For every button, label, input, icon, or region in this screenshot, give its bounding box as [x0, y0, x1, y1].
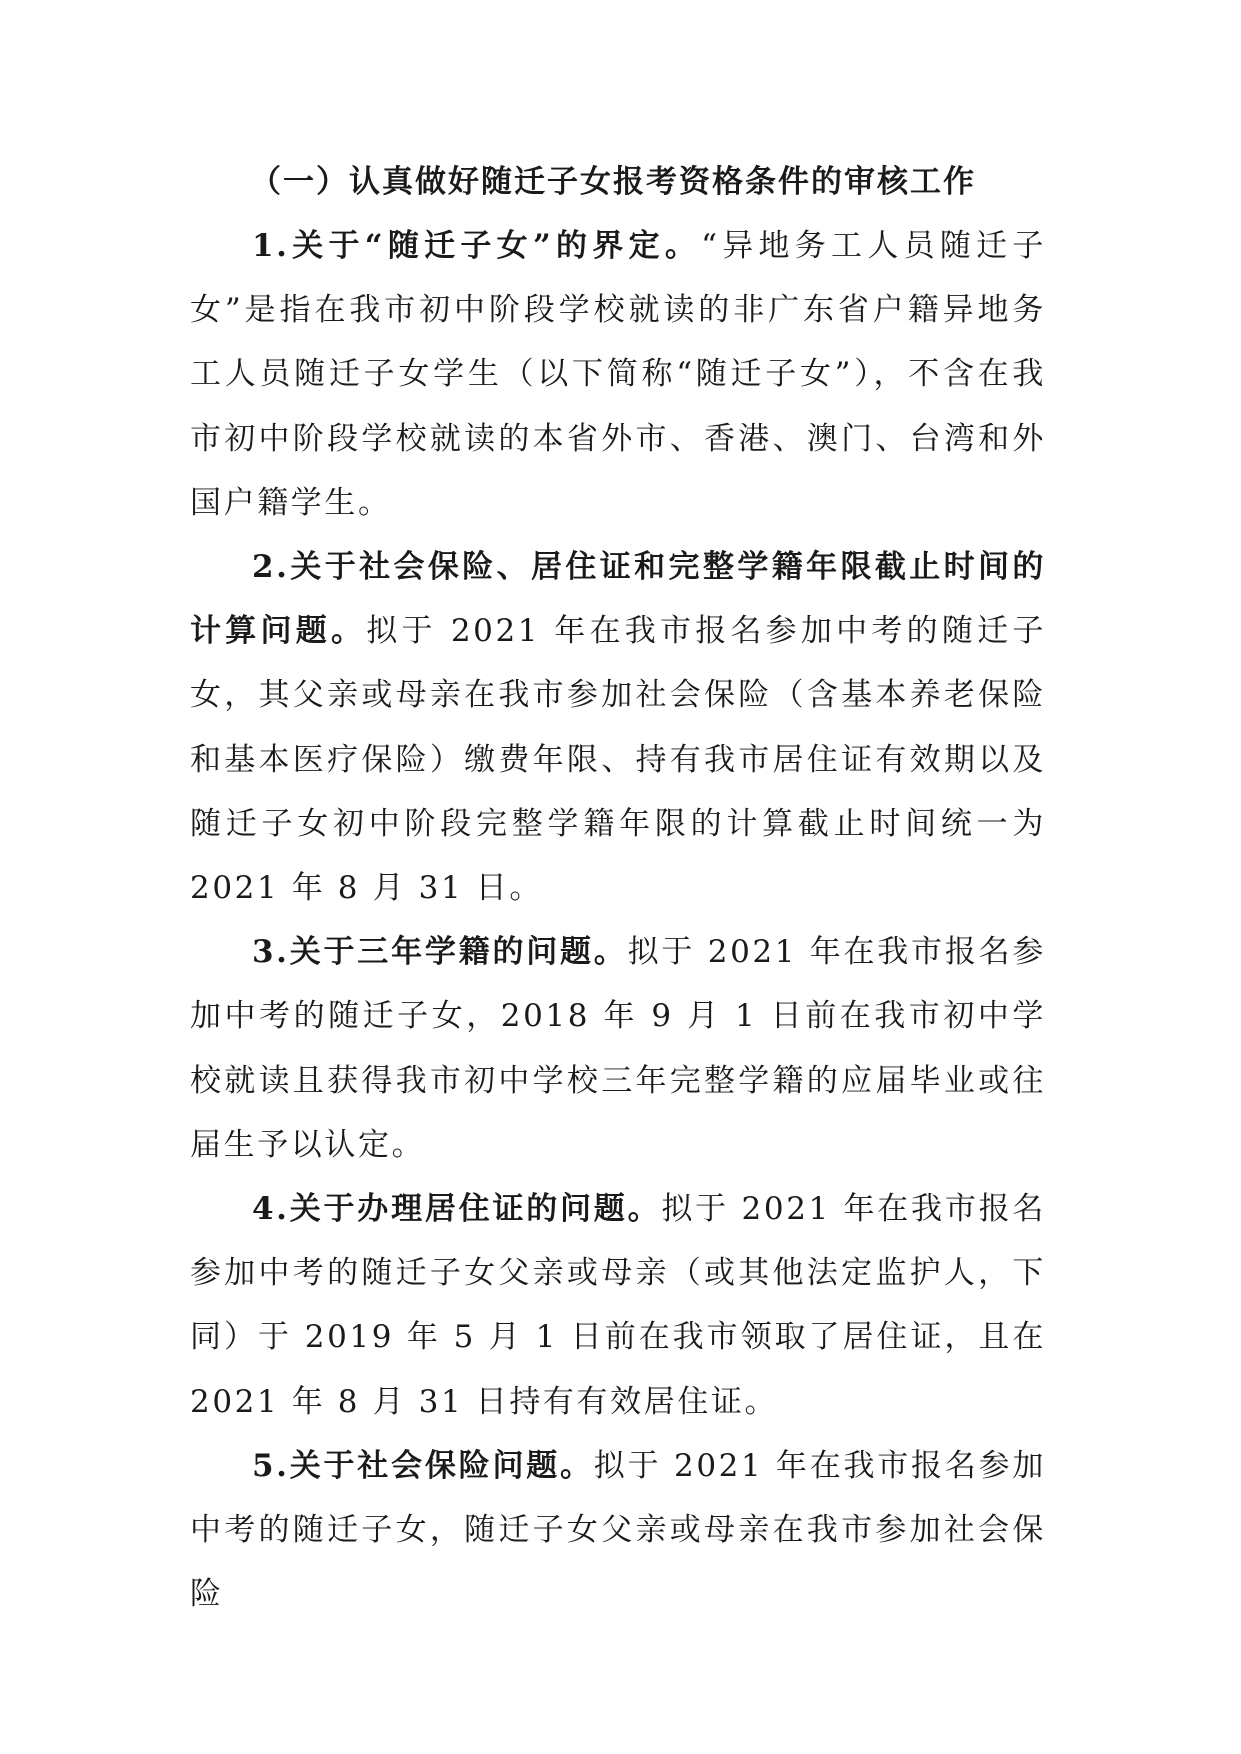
paragraph-body: 拟于 2021 年在我市报名参加中考的随迁子女父亲或母亲（或其他法定监护人，下同）于 2019 年 5 月 1 日前在我市领取了居住证，且在 2021 年 8 月 31 日持有有效居住证。 [190, 1191, 1046, 1420]
paragraph-2 [190, 535, 1046, 920]
paragraph-body: 拟于 2021 年在我市报名参加中考的随迁子女，随迁子女父亲或母亲在我市参加社会保险 [190, 1447, 1047, 1613]
paragraph-lead: 2.关于社会保险、居住证和完整学籍年限截止时间的计算问题。 [190, 549, 1046, 650]
paragraph-body: 拟于 2021 年在我市报名参加中考的随迁子女，其父亲或母亲在我市参加社会保险（含基本养老保险和基本医疗保险）缴费年限、持有我市居住证有效期以及随迁子女初中阶段完整学籍年限的计算截止时间统一为 2021 年 8 月 31 日。 [190, 613, 1046, 907]
paragraph-3 [190, 920, 1046, 1177]
paragraph-1 [190, 214, 1046, 535]
paragraph-lead: 4.关于办理居住证的问题。 [252, 1191, 662, 1228]
paragraph-lead: 5.关于社会保险问题。 [252, 1447, 594, 1484]
paragraph-5 [190, 1434, 1046, 1627]
paragraph-lead: 1.关于“随迁子女”的界定。 [252, 228, 702, 264]
paragraph-lead: 3.关于三年学籍的问题。 [252, 934, 628, 971]
section-heading: （一）认真做好随迁子女报考资格条件的审核工作 [250, 164, 976, 200]
paragraph-4 [190, 1177, 1046, 1434]
paragraph-body: “异地务工人员随迁子女”是指在我市初中阶段学校就读的非广东省户籍异地务工人员随迁子女学生（以下简称“随迁子女”），不含在我市初中阶段学校就读的本省外市、香港、澳门、台湾和外国户籍学生。 [190, 228, 1046, 521]
document-body [190, 150, 1046, 1626]
paragraph-body: 拟于 2021 年在我市报名参加中考的随迁子女，2018 年 9 月 1 日前在我市初中学校就读且获得我市初中学校三年完整学籍的应届毕业或往届生予以认定。 [190, 934, 1047, 1163]
